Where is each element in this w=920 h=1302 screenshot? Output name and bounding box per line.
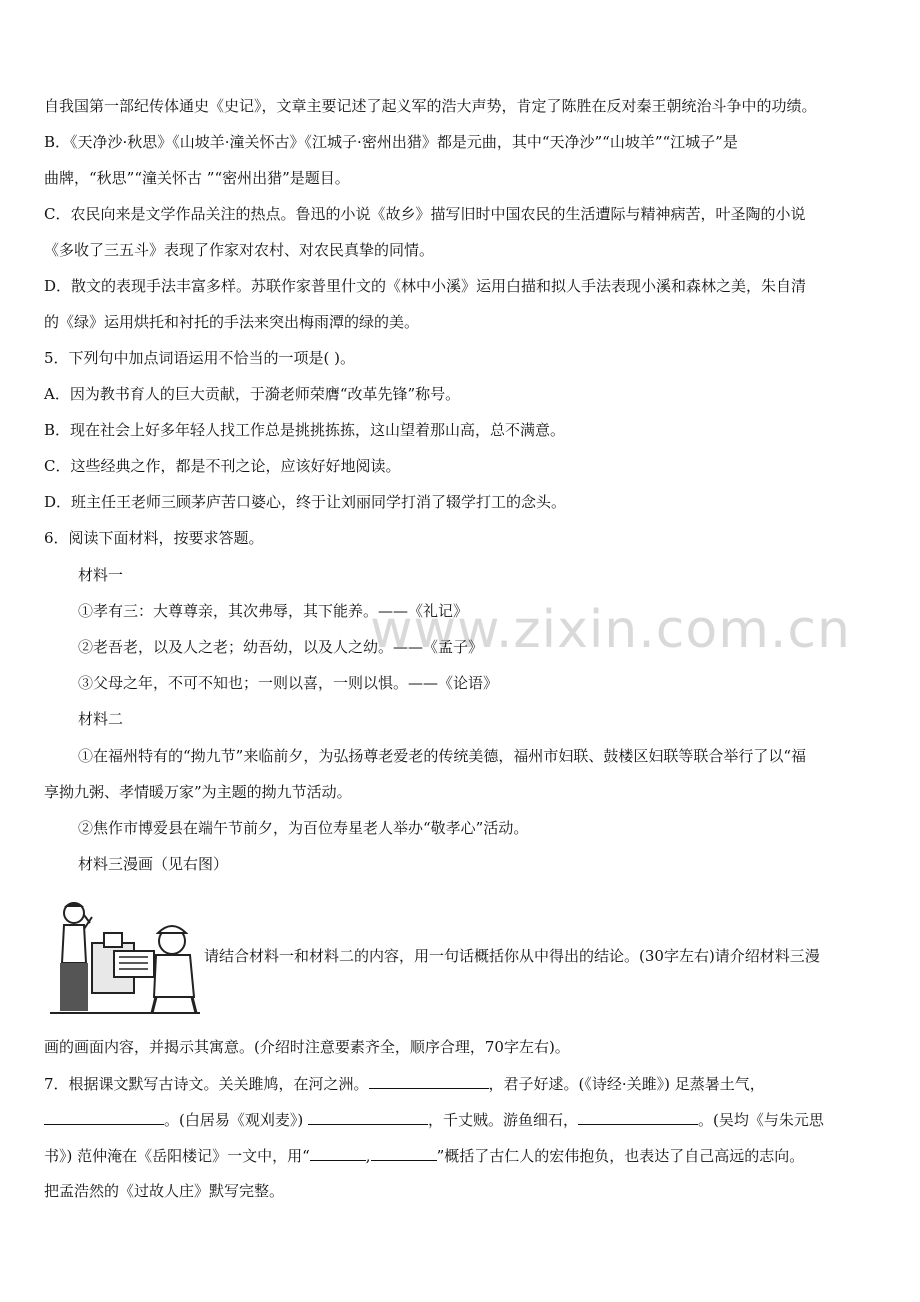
option-d-line: D．散文的表现手法丰富多样。苏联作家普里什文的《林中小溪》运用白描和拟人手法表现小溪和森林之美，朱自清 bbox=[44, 277, 807, 295]
cartoon-illustration bbox=[44, 893, 200, 1015]
material-2-item: ①在福州特有的“拗九节”来临前夕，为弘扬尊老爱老的传统美德，福州市妇联、鼓楼区妇联等联合举行了以“福 bbox=[78, 747, 807, 765]
material-1-item: ③父母之年，不可不知也；一则以喜，一则以惧。——《论语》 bbox=[78, 674, 499, 692]
material-2-item: ②焦作市博爱县在端午节前夕，为百位寿星老人举办“敬孝心”活动。 bbox=[78, 819, 529, 837]
question-7-line: 把孟浩然的《过故人庄》默写完整。 bbox=[44, 1182, 285, 1200]
option-b-line: B．《天净沙·秋思》《山坡羊·潼关怀古》《江城子·密州出猎》都是元曲，其中“天净沙”“山坡羊”“江城子”是 bbox=[44, 133, 738, 151]
q7-text: 。(白居易《观刈麦》) bbox=[164, 1111, 304, 1129]
q5-option-b: B．现在社会上好多年轻人找工作总是挑挑拣拣，这山望着那山高，总不满意。 bbox=[44, 421, 566, 439]
question-7-line bbox=[44, 1073, 765, 1094]
option-c-line: C．农民向来是文学作品关注的热点。鲁迅的小说《故乡》描写旧时中国农民的生活遭际与精神病苦，叶圣陶的小说 bbox=[44, 205, 806, 223]
question-6: 6．阅读下面材料，按要求答题。 bbox=[44, 529, 264, 547]
answer-blank[interactable] bbox=[369, 1073, 489, 1089]
material-2-item-cont: 享拗九粥、孝情暖万家”为主题的拗九节活动。 bbox=[44, 783, 352, 801]
watermark: www.zixin.com.cn bbox=[370, 600, 851, 660]
q7-text: 书》) 范仲淹在《岳阳楼记》一文中，用“ bbox=[44, 1147, 310, 1165]
question-7-line bbox=[44, 1145, 804, 1166]
q7-text: 7．根据课文默写古诗文。关关雎鸠，在河之洲。 bbox=[44, 1075, 369, 1093]
answer-blank[interactable] bbox=[310, 1145, 366, 1161]
text-line: 自我国第一部纪传体通史《史记》，文章主要记述了起义军的浩大声势，肯定了陈胜在反对秦王朝统治斗争中的功绩。 bbox=[44, 97, 817, 115]
answer-blank[interactable] bbox=[308, 1109, 428, 1125]
material-1-heading: 材料一 bbox=[78, 566, 124, 584]
question-6-prompt-cont: 画的画面内容，并揭示其寓意。(介绍时注意要素齐全，顺序合理，70字左右)。 bbox=[44, 1038, 570, 1056]
material-3-heading: 材料三漫画（见右图） bbox=[78, 855, 229, 873]
answer-blank[interactable] bbox=[371, 1145, 437, 1161]
q5-option-c: C．这些经典之作，都是不刊之论，应该好好地阅读。 bbox=[44, 457, 401, 475]
q7-text: ，君子好逑。(《诗经·关雎》) 足蒸暑土气， bbox=[488, 1075, 765, 1093]
q7-text: 。(吴均《与朱元思 bbox=[698, 1111, 824, 1129]
question-6-prompt: 请结合材料一和材料二的内容，用一句话概括你从中得出的结论。(30字左右)请介绍材料三漫 bbox=[204, 947, 820, 965]
question-5: 5．下列句中加点词语运用不恰当的一项是( )。 bbox=[44, 349, 356, 367]
text-line: 曲牌，“秋思”“潼关怀古 ”“密州出猎”是题目。 bbox=[44, 169, 350, 187]
text-line: 《多收了三五斗》表现了作家对农村、对农民真挚的同情。 bbox=[44, 241, 435, 259]
q5-option-d: D．班主任王老师三顾茅庐苦口婆心，终于让刘丽同学打消了辍学打工的念头。 bbox=[44, 493, 567, 511]
answer-blank[interactable] bbox=[44, 1109, 164, 1125]
q5-option-a: A．因为教书育人的巨大贡献，于漪老师荣膺“改革先锋”称号。 bbox=[44, 385, 461, 403]
q7-text: ，千丈贼。游鱼细石， bbox=[428, 1111, 579, 1129]
q7-text: ”概括了古仁人的宏伟抱负，也表达了自己高远的志向。 bbox=[436, 1147, 805, 1165]
question-7-line bbox=[44, 1109, 824, 1130]
material-1-item: ②老吾老，以及人之老；幼吾幼，以及人之幼。——《孟子》 bbox=[78, 638, 484, 656]
q7-text: , bbox=[365, 1147, 371, 1165]
material-1-item: ①孝有三：大尊尊亲，其次弗辱，其下能养。——《礼记》 bbox=[78, 602, 469, 620]
answer-blank[interactable] bbox=[578, 1109, 698, 1125]
text-line: 的《绿》运用烘托和衬托的手法来突出梅雨潭的绿的美。 bbox=[44, 313, 420, 331]
material-2-heading: 材料二 bbox=[78, 710, 124, 728]
